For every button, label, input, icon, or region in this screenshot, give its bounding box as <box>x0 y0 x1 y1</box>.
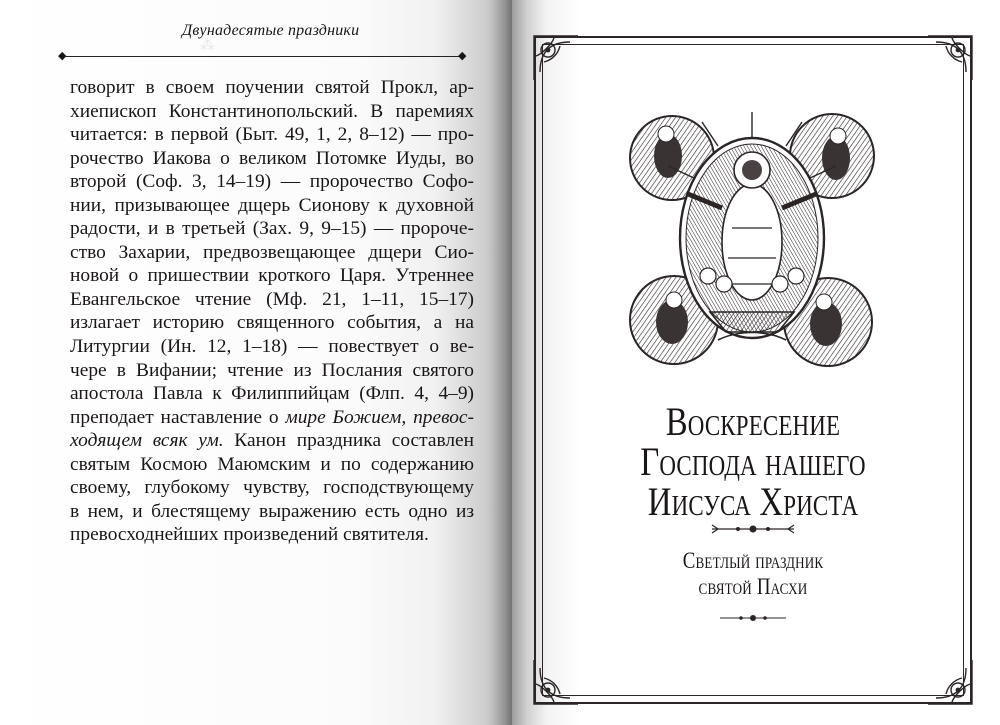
body-line-text: Литургии (Ин. 12, 1–18) — повествует о ве- <box>70 336 474 358</box>
body-line-text: апостола Павла к Филиппийцам (Флп. 4, 4–9) <box>70 383 474 405</box>
body-line-text: второй (Соф. 3, 14–19) — пророчество Софо- <box>70 171 474 193</box>
body-line <box>70 288 474 312</box>
ornamental-divider-icon <box>708 522 798 536</box>
body-line-text: хиепископ Константинопольский. В паремиях <box>70 100 474 122</box>
body-line-text: Канон праздника составлен <box>223 430 475 452</box>
chapter-title <box>595 399 912 524</box>
body-line-text: нии, призывающее дщерь Сионову к духовной <box>70 194 474 216</box>
body-line <box>70 382 474 406</box>
rule-ornament-right-icon: ◆ <box>458 50 467 62</box>
body-line <box>70 335 474 359</box>
body-line-text: чере в Вифании; чтение из Послания святого <box>70 359 474 381</box>
ornamental-divider-icon <box>716 612 790 624</box>
corner-ornament-icon <box>924 656 976 708</box>
body-line <box>70 311 474 335</box>
body-line <box>70 476 474 500</box>
body-line <box>70 76 474 100</box>
body-line <box>70 147 474 171</box>
body-line-text: новой о пришествии кроткого Царя. Утреннее <box>70 265 474 287</box>
resurrection-icon-engraving <box>628 108 876 368</box>
body-line <box>70 500 474 524</box>
chapter-subtitle <box>595 548 912 600</box>
body-line-text: ство Захарии, предвозвещающее дщери Сио- <box>70 241 474 263</box>
body-line-italic: мире Божием, превос- <box>285 406 474 428</box>
body-line-text: Евангельское чтение (Мф. 21, 1–11, 15–17) <box>70 288 474 310</box>
bleed-through-text: ⁂ <box>200 38 215 54</box>
title-line: Господа нашего <box>640 439 866 484</box>
body-text <box>70 76 474 547</box>
body-line-italic: ходящем всяк ум. <box>70 430 224 452</box>
body-line <box>70 429 474 453</box>
rule-ornament-left-icon: ◆ <box>58 50 67 62</box>
corner-ornament-icon <box>530 656 582 708</box>
body-line <box>70 241 474 265</box>
corner-ornament-icon <box>924 32 976 84</box>
running-header: Двунадесятые праздники <box>182 22 360 39</box>
body-line-text: в нем, и блестящему выражению есть одно из <box>70 500 474 522</box>
body-line <box>70 359 474 383</box>
body-line <box>70 100 474 124</box>
body-line <box>70 123 474 147</box>
body-line-text: превосходнейших произведений святителя. <box>70 524 429 546</box>
body-line-text: читается: в первой (Быт. 49, 1, 2, 8–12) — про- <box>70 124 474 146</box>
body-line <box>70 217 474 241</box>
body-line <box>70 453 474 477</box>
corner-ornament-icon <box>530 32 582 84</box>
body-line <box>70 406 474 430</box>
body-line-text: излагает историю священного события, а на <box>70 312 474 334</box>
subtitle-line: Светлый праздник <box>682 548 824 573</box>
body-line-text: говорит в своем поучении святой Прокл, ар- <box>70 77 474 98</box>
body-line-text: рочество Иакова о великом Потомке Иуды, во <box>70 147 474 169</box>
header-rule <box>64 56 462 57</box>
body-line <box>70 170 474 194</box>
body-line-text: радости, и в третьей (Зах. 9, 9–15) — пророче- <box>70 218 474 240</box>
body-line-text: преподает наставление о <box>70 406 286 428</box>
title-line: Иисуса Христа <box>647 479 859 524</box>
body-line <box>70 194 474 218</box>
subtitle-line: святой Пасхи <box>698 574 808 599</box>
body-line <box>70 523 474 547</box>
body-line-text: своему, глубокому чувству, господствующему <box>70 477 474 499</box>
body-line <box>70 264 474 288</box>
title-line: Воскресение <box>665 399 841 444</box>
body-line-text: святым Космою Маюмским и по содержанию <box>70 453 474 475</box>
